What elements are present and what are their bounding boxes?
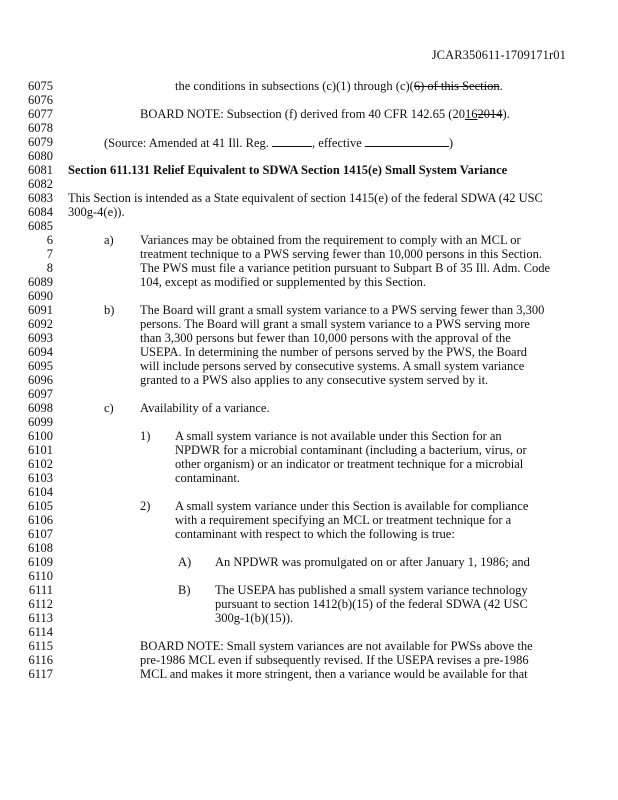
paragraph-label: 2) bbox=[140, 499, 151, 513]
line-text: 104, except as modified or supplemented by this Section. bbox=[140, 275, 427, 289]
blank-field bbox=[365, 136, 449, 147]
struck-text: 2014 bbox=[477, 107, 503, 121]
line-6109: 6109 A) An NPDWR was promulgated on or after January 1, 1986; and bbox=[28, 555, 530, 569]
line-6083: 6083 This Section is intended as a State equivalent of section 1415(e) of the federal SDWA (42 USC bbox=[28, 191, 543, 205]
line-6079 bbox=[0, 136, 618, 149]
line-6113: 6113 300g-1(b)(15)). bbox=[28, 611, 294, 625]
subparagraph-label: A) bbox=[178, 555, 192, 569]
board-note: BOARD NOTE: Small system variances are not available for PWSs above the bbox=[140, 639, 533, 653]
line-6117: 6117 MCL and makes it more stringent, then a variance would be available for that bbox=[28, 667, 528, 681]
blank-field bbox=[272, 136, 312, 147]
line-6112: 6112 pursuant to section 1412(b)(15) of the federal SDWA (42 USC bbox=[28, 597, 528, 611]
line-6075 bbox=[0, 80, 618, 93]
line-6076: 6076 bbox=[28, 93, 53, 107]
line-6077 bbox=[0, 108, 618, 121]
line-text: The USEPA has published a small system variance technology bbox=[215, 583, 528, 597]
line-6101: 6101 NPDWR for a microbial contaminant (including a bacterium, virus, or bbox=[28, 443, 527, 457]
line-text: MCL and makes it more stringent, then a variance would be available for that bbox=[140, 667, 528, 681]
line-6107: 6107 contaminant with respect to which the following is true: bbox=[28, 527, 455, 541]
line-6089: 6089 104, except as modified or supplemented by this Section. bbox=[28, 275, 427, 289]
subsection-label: b) bbox=[104, 303, 115, 317]
paragraph-label: 1) bbox=[140, 429, 151, 443]
line-text: Variances may be obtained from the requirement to comply with an MCL or bbox=[140, 233, 521, 247]
source-note: (Source: Amended at 41 Ill. Reg. , effective ) bbox=[104, 136, 454, 150]
line-6108: 6108 bbox=[28, 541, 53, 555]
line-text: will include persons served by consecutive systems. A small system variance bbox=[140, 359, 525, 373]
line-6084: 6084 300g-4(e)). bbox=[28, 205, 125, 219]
line-text: Availability of a variance. bbox=[140, 401, 270, 415]
line-6087: 7 treatment technique to a PWS serving fewer than 10,000 persons in this Section. bbox=[46, 247, 542, 261]
line-number: 6079 bbox=[28, 135, 53, 149]
document-id-header: JCAR350611-1709171r01 bbox=[431, 48, 566, 62]
line-6094: 6094 USEPA. In determining the number of persons served by the PWS, the Board bbox=[28, 345, 527, 359]
line-text: A small system variance under this Section is available for compliance bbox=[175, 499, 529, 513]
line-6116: 6116 pre-1986 MCL even if subsequently revised. If the USEPA revises a pre-1986 bbox=[28, 653, 529, 667]
subsection-label: c) bbox=[104, 401, 114, 415]
line-6088: 8 The PWS must file a variance petition pursuant to Subpart B of 35 Ill. Adm. Code bbox=[46, 261, 551, 275]
line-6105: 6105 2) A small system variance under this Section is available for compliance bbox=[28, 499, 529, 513]
line-6096: 6096 granted to a PWS also applies to any consecutive system served by it. bbox=[28, 373, 489, 387]
line-text: other organism) or an indicator or treatment technique for a microbial bbox=[175, 457, 524, 471]
line-6098: 6098 c) Availability of a variance. bbox=[28, 401, 270, 415]
line-6102: 6102 other organism) or an indicator or treatment technique for a microbial bbox=[28, 457, 524, 471]
line-text: persons. The Board will grant a small system variance to a PWS serving more bbox=[140, 317, 530, 331]
line-6114: 6114 bbox=[28, 625, 53, 639]
line-text: granted to a PWS also applies to any consecutive system served by it. bbox=[140, 373, 489, 387]
line-6081 bbox=[0, 164, 618, 177]
line-6100: 6100 1) A small system variance is not available under this Section for an bbox=[28, 429, 502, 443]
line-number: 6077 bbox=[28, 107, 53, 121]
line-6106: 6106 with a requirement specifying an MCL or treatment technique for a bbox=[28, 513, 512, 527]
line-text: The Board will grant a small system variance to a PWS serving fewer than 3,300 bbox=[140, 303, 545, 317]
line-text: 300g-1(b)(15)). bbox=[215, 611, 294, 625]
line-6103: 6103 contaminant. bbox=[28, 471, 240, 485]
line-6111: 6111 B) The USEPA has published a small system variance technology bbox=[28, 583, 528, 597]
line-number: 6081 bbox=[28, 163, 53, 177]
line-text: 300g-4(e)). bbox=[68, 205, 125, 219]
line-text: with a requirement specifying an MCL or treatment technique for a bbox=[175, 513, 512, 527]
line-6099: 6099 bbox=[28, 415, 53, 429]
line-text: This Section is intended as a State equivalent of section 1415(e) of the federal SDWA (42 USC bbox=[68, 191, 543, 205]
line-6110: 6110 bbox=[28, 569, 53, 583]
line-6093: 6093 than 3,300 persons but fewer than 10,000 persons with the approval of the bbox=[28, 331, 511, 345]
underlined-text: 16 bbox=[464, 107, 478, 121]
line-text: The PWS must file a variance petition pursuant to Subpart B of 35 Ill. Adm. Code bbox=[140, 261, 551, 275]
line-text: contaminant. bbox=[175, 471, 240, 485]
struck-text: 6) of this Section bbox=[413, 79, 500, 93]
line-text: USEPA. In determining the number of persons served by the PWS, the Board bbox=[140, 345, 527, 359]
line-6080: 6080 bbox=[28, 149, 53, 163]
line-text: An NPDWR was promulgated on or after January 1, 1986; and bbox=[215, 555, 530, 569]
line-text: A small system variance is not available under this Section for an bbox=[175, 429, 502, 443]
line-6090: 6090 bbox=[28, 289, 53, 303]
section-heading: Section 611.131 Relief Equivalent to SDWA Section 1415(e) Small System Variance bbox=[68, 163, 508, 177]
line-6091: 6091 b) The Board will grant a small system variance to a PWS serving fewer than 3,300 bbox=[28, 303, 545, 317]
line-6095: 6095 will include persons served by consecutive systems. A small system variance bbox=[28, 359, 525, 373]
line-6092: 6092 persons. The Board will grant a small system variance to a PWS serving more bbox=[28, 317, 530, 331]
line-6086: 6 a) Variances may be obtained from the requirement to comply with an MCL or bbox=[46, 233, 521, 247]
line-text: NPDWR for a microbial contaminant (including a bacterium, virus, or bbox=[175, 443, 527, 457]
line-6078: 6078 bbox=[28, 121, 53, 135]
line-6082: 6082 bbox=[28, 177, 53, 191]
line-6115: 6115 BOARD NOTE: Small system variances are not available for PWSs above the bbox=[28, 639, 533, 653]
line-text: pre-1986 MCL even if subsequently revised. If the USEPA revises a pre-1986 bbox=[140, 653, 529, 667]
subsection-label: a) bbox=[104, 233, 114, 247]
line-text: than 3,300 persons but fewer than 10,000 persons with the approval of the bbox=[140, 331, 511, 345]
line-6097: 6097 bbox=[28, 387, 53, 401]
line-number: 6075 bbox=[28, 79, 53, 93]
line-text: BOARD NOTE: Subsection (f) derived from 40 CFR 142.65 (20162014). bbox=[140, 107, 510, 121]
line-text: the conditions in subsections (c)(1) through (c)(6) of this Section. bbox=[175, 79, 503, 93]
subparagraph-label: B) bbox=[178, 583, 191, 597]
line-text: treatment technique to a PWS serving fewer than 10,000 persons in this Section. bbox=[140, 247, 542, 261]
line-6104: 6104 bbox=[28, 485, 53, 499]
line-text: pursuant to section 1412(b)(15) of the federal SDWA (42 USC bbox=[215, 597, 528, 611]
line-6085: 6085 bbox=[28, 219, 53, 233]
line-text: contaminant with respect to which the following is true: bbox=[175, 527, 455, 541]
